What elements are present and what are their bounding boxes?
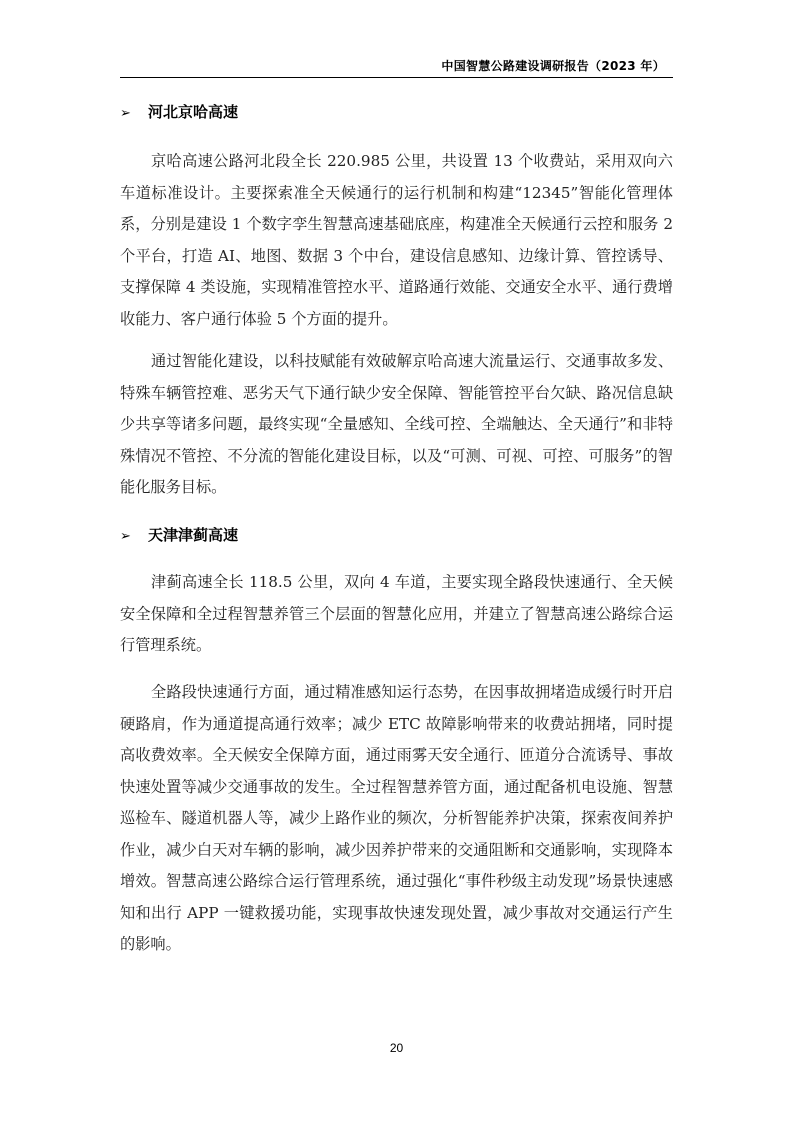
- paragraph: 通过智能化建设，以科技赋能有效破解京哈高速大流量运行、交通事故多发、特殊车辆管控难、恶劣天气下通行缺少安全保障、智能管控平台欠缺、路况信息缺少共享等诸多问题，最终实现“全量感知、全线可控、全端触达、全天通行”和非特殊情况不管控、不分流的智能化建设目标，以及“可测、可视、可控、可服务”的智能化服务目标。: [120, 352, 673, 496]
- paragraph: 京哈高速公路河北段全长 220.985 公里，共设置 13 个收费站，采用双向六车道标准设计。主要探索准全天候通行的运行机制和构建“12345”智能化管理体系，分别是建设 1 个数字孪生智慧高速基础底座，构建准全天候通行云控和服务 2 个平台，打造 AI、地图、数据 3 个中台，建设信息感知、边缘计算、管控诱导、支撑保障 4 类设施，实现精准管控水平、道路通行效能、交通安全水平、通行费增收能力、客户通行体验 5 个方面的提升。: [120, 152, 673, 328]
- arrow-bullet-icon: ➢: [120, 106, 131, 121]
- page-number: 20: [389, 1041, 404, 1055]
- arrow-bullet-icon: ➢: [120, 529, 131, 544]
- header-divider: [120, 77, 673, 78]
- running-header-title: 中国智慧公路建设调研报告（2023 年）: [441, 59, 665, 73]
- paragraph: 津蓟高速全长 118.5 公里，双向 4 车道，主要实现全路段快速通行、全天候安全保障和全过程智慧养管三个层面的智慧化应用，并建立了智慧高速公路综合运行管理系统。: [120, 573, 673, 654]
- section-heading-text: 天津津蓟高速: [148, 526, 239, 544]
- section-heading-text: 河北京哈高速: [148, 103, 239, 121]
- section-heading-hebei: [120, 101, 238, 122]
- section-heading-tianjin: [120, 524, 238, 545]
- paragraph: 全路段快速通行方面，通过精准感知运行态势，在因事故拥堵造成缓行时开启硬路肩，作为通道提高通行效率；减少 ETC 故障影响带来的收费站拥堵，同时提高收费效率。全天候安全保障方面，通过雨雾天安全通行、匝道分合流诱导、事故快速处置等减少交通事故的发生。全过程智慧养管方面，通过配备机电设施、智慧巡检车、隧道机器人等，减少上路作业的频次，分析智能养护决策，探索夜间养护作业，减少白天对车辆的影响，减少因养护带来的交通阻断和交通影响，实现降本增效。智慧高速公路综合运行管理系统，通过强化“事件秒级主动发现”场景快速感知和出行 APP 一键救援功能，实现事故快速发现处置，减少事故对交通运行产生的影响。: [120, 683, 673, 953]
